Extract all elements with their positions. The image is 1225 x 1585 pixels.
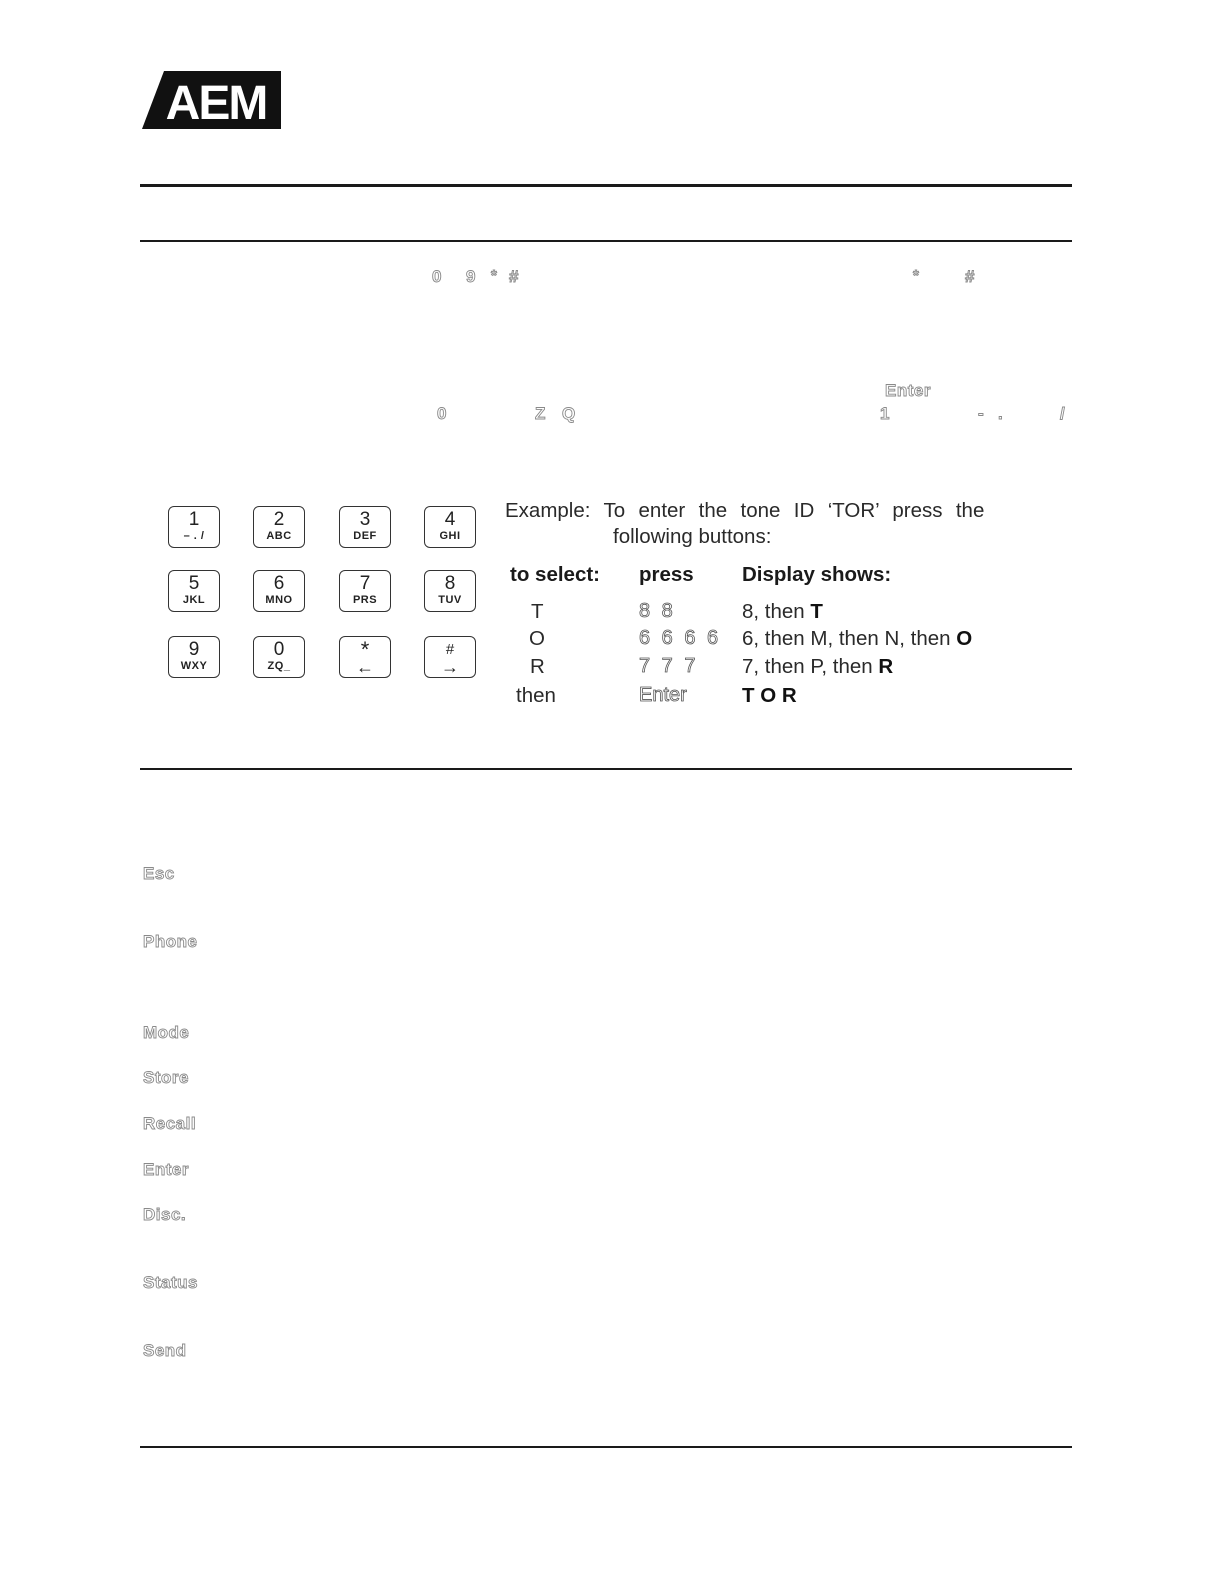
ghost-star-2: * [913, 267, 920, 284]
header-display-shows: Display shows: [742, 563, 892, 586]
example-line-2: following buttons: [613, 525, 772, 548]
key-8[interactable] [424, 570, 476, 612]
row-o-display-bold: O [956, 627, 973, 650]
aem-logo [142, 71, 281, 129]
key-1[interactable] [168, 506, 220, 548]
row-t-display-bold: T [810, 600, 823, 623]
section-rule [140, 240, 1072, 242]
row-t-display-text: 8, then [742, 600, 811, 623]
row-r-select: R [530, 655, 545, 678]
label-status: Status [143, 1273, 198, 1292]
label-recall: Recall [143, 1114, 197, 1133]
key-star-symbol: * [360, 637, 370, 662]
key-8-letters: TUV [438, 594, 462, 606]
ghost-enter: Enter [885, 381, 931, 400]
ghost-slash: / [1060, 404, 1066, 423]
key-5-digit: 5 [188, 573, 200, 594]
label-send: Send [143, 1341, 187, 1360]
key-4[interactable] [424, 506, 476, 548]
key-5-letters: JKL [182, 594, 206, 606]
label-phone: Phone [143, 932, 198, 951]
key-6[interactable] [253, 570, 305, 612]
key-0-digit: 0 [273, 639, 285, 660]
header-to-select: to select: [510, 563, 600, 586]
row-t-press: 8 8 [639, 600, 676, 622]
key-7-digit: 7 [359, 573, 371, 594]
row-then-display-bold: T O R [742, 684, 797, 707]
key-4-letters: GHI [439, 530, 461, 542]
label-store: Store [143, 1068, 189, 1087]
key-2-letters: ABC [266, 530, 292, 542]
ghost-hash: # [509, 267, 519, 286]
row-then-select: then [516, 684, 556, 707]
ghost-dot: . [998, 404, 1004, 423]
key-3-letters: DEF [353, 530, 377, 542]
ghost-0-b: 0 [437, 404, 447, 423]
key-6-digit: 6 [273, 573, 285, 594]
middle-rule [140, 768, 1072, 770]
key-8-digit: 8 [444, 573, 456, 594]
bottom-rule [140, 1446, 1072, 1448]
ghost-0: 0 [432, 267, 442, 286]
key-3-digit: 3 [359, 509, 371, 530]
key-star[interactable] [339, 636, 391, 678]
ghost-1: 1 [880, 404, 890, 423]
row-o-press: 6 6 6 6 [639, 627, 722, 649]
top-rule [140, 184, 1072, 187]
row-r-display [742, 655, 893, 679]
label-esc: Esc [143, 864, 175, 883]
key-1-letters: – . / [183, 530, 205, 542]
logo-text: AEM [165, 77, 267, 129]
row-then-display [742, 684, 797, 708]
key-9-digit: 9 [188, 639, 200, 660]
ghost-star: * [491, 267, 498, 284]
row-then-press: Enter [639, 684, 687, 706]
key-5[interactable] [168, 570, 220, 612]
label-enter: Enter [143, 1160, 189, 1179]
right-arrow-icon: → [441, 657, 459, 677]
left-arrow-icon: ← [356, 657, 374, 677]
row-t-select: T [531, 600, 544, 623]
row-o-select: O [529, 627, 545, 650]
key-1-digit: 1 [188, 509, 200, 530]
key-4-digit: 4 [444, 509, 456, 530]
ghost-q: Q [562, 404, 576, 423]
row-t-display [742, 600, 823, 624]
ghost-hash-2: # [965, 267, 975, 286]
key-hash[interactable] [424, 636, 476, 678]
key-0-letters: ZQ_ [267, 660, 291, 672]
key-7[interactable] [339, 570, 391, 612]
row-r-display-text: 7, then P, then [742, 655, 879, 678]
key-3[interactable] [339, 506, 391, 548]
key-9[interactable] [168, 636, 220, 678]
key-hash-symbol: # [445, 641, 455, 658]
ghost-9: 9 [466, 267, 476, 286]
row-r-press: 7 7 7 [639, 655, 699, 677]
key-7-letters: PRS [352, 594, 378, 606]
key-6-letters: MNO [265, 594, 293, 606]
ghost-z: Z [535, 404, 546, 423]
example-line-1: Example: To enter the tone ID ‘TOR’ press the [505, 499, 985, 522]
label-mode: Mode [143, 1023, 190, 1042]
key-0[interactable] [253, 636, 305, 678]
key-2-digit: 2 [273, 509, 285, 530]
row-o-display-text: 6, then M, then N, then [742, 627, 957, 650]
ghost-dash: - [978, 404, 985, 423]
row-r-display-bold: R [878, 655, 894, 678]
header-press: press [639, 563, 694, 586]
label-disc: Disc. [143, 1205, 187, 1224]
key-9-letters: WXY [180, 660, 208, 672]
row-o-display [742, 627, 972, 651]
key-2[interactable] [253, 506, 305, 548]
